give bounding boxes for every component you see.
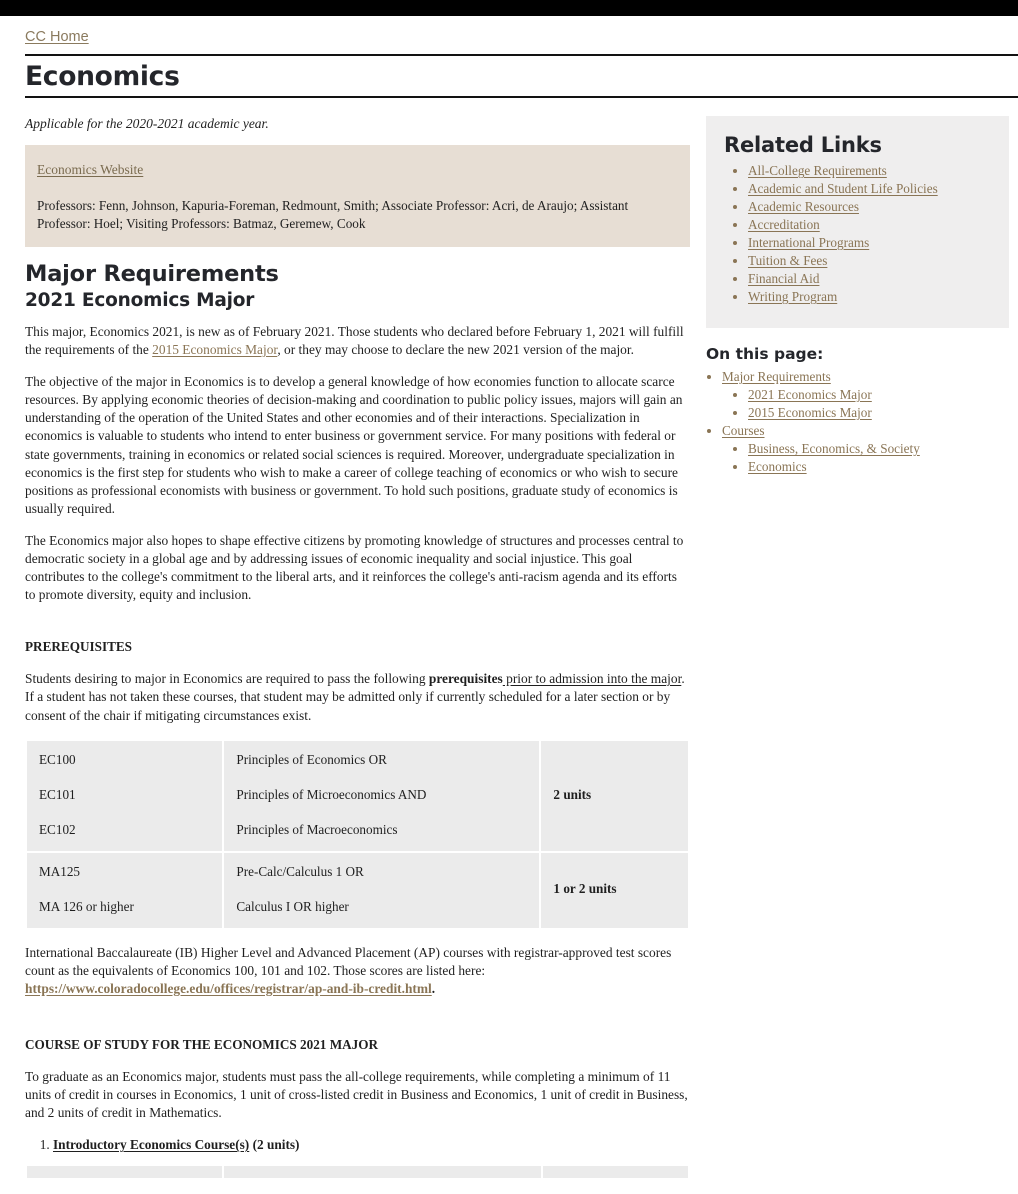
toc-link-courses[interactable]: Courses — [722, 423, 765, 438]
list-item — [748, 198, 991, 216]
related-links-list — [724, 162, 991, 306]
table-cell — [542, 1165, 689, 1179]
list-item — [748, 288, 991, 306]
course-title: Calculus I OR higher — [236, 898, 349, 914]
breadcrumb — [0, 16, 1018, 50]
prereq-units-cell — [540, 852, 689, 929]
link-2015-economics-major[interactable]: 2015 Economics Major — [152, 342, 278, 358]
course-title: Principles of Macroeconomics — [236, 821, 398, 837]
ib-ap-text-before: International Baccalaureate (IB) Higher Level and Advanced Placement (AP) courses with registrar-approved test scores count as the equivalents of Economics 100, 101 and 102. Those scores are listed here: — [25, 944, 672, 978]
prereq-underlined-phrase: prior to admission into the major — [502, 671, 682, 687]
course-title: Principles of Economics OR — [236, 751, 387, 767]
label-course-of-study: COURSE OF STUDY FOR THE ECONOMICS 2021 MAJOR — [25, 1036, 379, 1052]
ib-ap-text-after: . — [431, 980, 436, 996]
list-item — [748, 180, 991, 198]
para1-text-before: This major, Economics 2021, is new as of February 2021. Those students who declared before February 1, 2021 will fulfill the requirements of the — [25, 324, 684, 358]
department-info-box — [25, 145, 690, 247]
course-title: Principles of Microeconomics AND — [236, 786, 427, 802]
breadcrumb-link-cc-home[interactable]: CC Home — [25, 29, 89, 45]
prereq-titles-cell — [223, 852, 540, 929]
paragraph-major-intro — [25, 323, 690, 359]
list-item — [748, 458, 1009, 476]
sidebar-link-financial-aid[interactable]: Financial Aid — [748, 271, 820, 286]
list-item — [748, 386, 1009, 404]
toc-sublist — [722, 440, 1009, 476]
content-columns — [0, 98, 1018, 1194]
units-value: 1 or 2 units — [553, 881, 617, 897]
list-item — [748, 252, 991, 270]
related-links-box — [706, 116, 1009, 328]
list-item — [748, 270, 991, 288]
sidebar-link-all-college-requirements[interactable]: All-College Requirements — [748, 163, 887, 178]
toc-link-major-requirements[interactable]: Major Requirements — [722, 369, 831, 384]
applicable-year-note: Applicable for the 2020-2021 academic year. — [25, 116, 269, 131]
related-links-title: Related Links — [724, 133, 882, 157]
toc-link-economics[interactable]: Economics — [748, 459, 807, 474]
toc-item-courses — [722, 422, 1009, 476]
prereq-units-cell — [540, 740, 689, 852]
sidebar-link-tuition-and-fees[interactable]: Tuition & Fees — [748, 253, 828, 268]
table-cell — [26, 1165, 223, 1179]
sidebar — [706, 98, 1009, 476]
sidebar-link-academic-and-student-life-policies[interactable]: Academic and Student Life Policies — [748, 181, 938, 196]
toc-item-major-requirements — [722, 368, 1009, 422]
paragraph-citizenship: The Economics major also hopes to shape effective citizens by promoting knowledge of structures and processes central to democratic society in a global age and by addressing issues of economic inequality and social injustice. This goal contributes to the college's commitment to the liberal arts, and it reinforces the college's anti-racism agenda and its efforts to promote diversity, equity and inclusion. — [25, 532, 684, 603]
faculty-list: Professors: Fenn, Johnson, Kapuria-Foreman, Redmount, Smith; Associate Professor: Acri, de Araujo; Assistant Professor: Hoel; Visiting Professors: Batmaz, Geremew, Cook — [37, 198, 629, 231]
list-item — [748, 404, 1009, 422]
units-value: 2 units — [553, 786, 592, 802]
course-code: MA 126 or higher — [39, 898, 134, 914]
link-introductory-economics-courses[interactable]: Introductory Economics Course(s) — [53, 1137, 250, 1153]
introductory-courses-table-partial — [25, 1164, 690, 1180]
table-row — [26, 1165, 689, 1179]
prereq-codes-cell — [26, 740, 223, 852]
paragraph-ib-ap-credit — [25, 944, 690, 998]
toc-link-2021-economics-major[interactable]: 2021 Economics Major — [748, 387, 872, 402]
toc-sublist — [722, 386, 1009, 422]
para1-text-after: , or they may choose to declare the new 2021 version of the major. — [277, 342, 634, 358]
list-item — [748, 440, 1009, 458]
course-code: EC102 — [39, 821, 76, 837]
sidebar-link-writing-program[interactable]: Writing Program — [748, 289, 838, 304]
prereq-bold-word: prerequisites — [428, 671, 503, 687]
link-ap-ib-credit[interactable]: https://www.coloradocollege.edu/offices/registrar/ap-and-ib-credit.html — [25, 980, 432, 996]
list-item-units: (2 units) — [249, 1137, 300, 1153]
main-content — [0, 98, 690, 1194]
list-item — [748, 216, 991, 234]
list-item — [53, 1136, 690, 1154]
page-title: Economics — [25, 61, 180, 92]
paragraph-graduation-requirements: To graduate as an Economics major, students must pass the all-college requirements, while completing a minimum of 11 units of credit in courses in Economics, 1 unit of cross-listed credit in Business and Economics, 1 unit of credit in Business, and 2 units of credit in Mathematics. — [25, 1068, 688, 1121]
table-row — [26, 852, 689, 929]
top-black-bar — [0, 0, 1018, 16]
toc-link-business-economics-society[interactable]: Business, Economics, & Society — [748, 441, 920, 456]
heading-major-requirements: Major Requirements — [25, 261, 279, 287]
prerequisites-table — [25, 739, 690, 930]
course-title: Pre-Calc/Calculus 1 OR — [236, 863, 364, 879]
list-item — [748, 162, 991, 180]
table-row — [26, 740, 689, 852]
paragraph-prerequisites — [25, 670, 690, 724]
prereq-codes-cell — [26, 852, 223, 929]
page-container — [0, 16, 1018, 1194]
on-this-page-title: On this page: — [706, 345, 824, 363]
course-code: EC101 — [39, 786, 76, 802]
course-code: MA125 — [39, 863, 81, 879]
economics-website-link[interactable]: Economics Website — [37, 162, 144, 177]
label-prerequisites: PREREQUISITES — [25, 639, 133, 655]
sidebar-link-accreditation[interactable]: Accreditation — [748, 217, 820, 232]
prereq-text-after: . If a student has not taken these courses, that student may be admitted only if currently scheduled for a later section or by consent of the chair if mitigating circumstances exist. — [25, 671, 685, 723]
prereq-text-before: Students desiring to major in Economics are required to pass the following — [25, 671, 429, 687]
sidebar-link-academic-resources[interactable]: Academic Resources — [748, 199, 859, 214]
heading-2021-economics-major: 2021 Economics Major — [25, 290, 255, 311]
prereq-titles-cell — [223, 740, 540, 852]
toc-link-2015-economics-major[interactable]: 2015 Economics Major — [748, 405, 872, 420]
on-this-page-list — [706, 368, 1009, 476]
sidebar-link-international-programs[interactable]: International Programs — [748, 235, 870, 250]
title-rule-top — [25, 54, 1018, 56]
course-code: EC100 — [39, 751, 76, 767]
course-requirements-list — [25, 1136, 690, 1154]
table-cell — [223, 1165, 542, 1179]
list-item — [748, 234, 991, 252]
paragraph-objective: The objective of the major in Economics is to develop a general knowledge of how economies function to allocate scarce resources. By applying economic theories of decision-making and coordination to public policy issues, majors will gain an understanding of the operation of the United States and other economies and of their interactions. Specialization in economics is valuable to students who intend to enter business or government service. For many positions with federal or state governments, training in economics or related social sciences is required. Moreover, undergraduate specialization in economics is the first step for students who wish to make a career of college teaching of economics or who wish to secure positions as professional economists with business or government. To hold such positions, graduate study of economics is usually required. — [25, 374, 683, 516]
